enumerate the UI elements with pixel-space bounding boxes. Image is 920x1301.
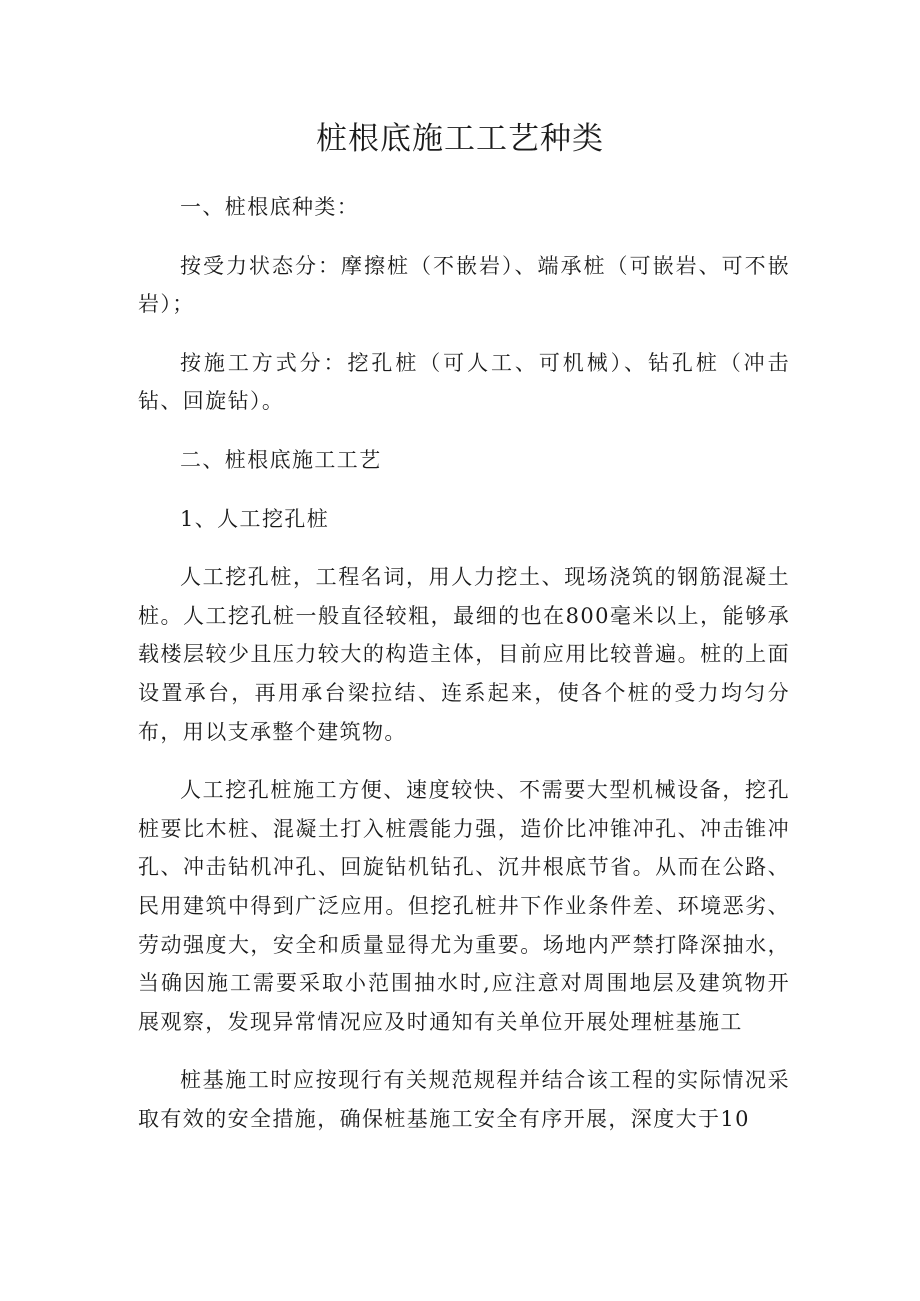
section-heading-pile-types: 一、桩根底种类： [180, 195, 360, 219]
paragraph-construction-method: 按施工方式分：挖孔桩（可人工、可机械）、钻孔桩（冲击钻、回旋钻）。 [138, 350, 790, 414]
paragraph-manual-bored-pile-definition: 人工挖孔桩，工程名词，用人力挖土、现场浇筑的钢筋混凝土桩。人工挖孔桩一般直径较粗，最细的也在800毫米以上，能够承载楼层较少且压力较大的构造主体，目前应用比较普遍。桩的上面设置承台，再用承台梁拉结、连系起来，使各个桩的受力均匀分布，用以支承整个建筑物。 [138, 565, 790, 744]
document-title: 桩根底施工工艺种类 [316, 121, 604, 157]
paragraph-safety-measures: 桩基施工时应按现行有关规范规程并结合该工程的实际情况采取有效的安全措施，确保桩基施工安全有序开展，深度大于10 [138, 1068, 790, 1131]
subsection-heading-manual-bored-pile: 1、人工挖孔桩 [180, 506, 330, 531]
paragraph-manual-bored-pile-advantages: 人工挖孔桩施工方便、速度较快、不需要大型机械设备，挖孔桩要比木桩、混凝土打入桩震能力强，造价比冲锥冲孔、冲击锥冲孔、冲击钻机冲孔、回旋钻机钻孔、沉井根底节省。从而在公路、民用建筑中得到广泛应用。但挖孔桩井下作业条件差、环境恶劣、劳动强度大，安全和质量显得尤为重要。场地内严禁打降深抽水，当确因施工需要采取小范围抽水时,应注意对周围地层及建筑物开展观察，发现异常情况应及时通知有关单位开展处理桩基施工 [138, 778, 790, 1034]
document-body [138, 188, 790, 1158]
paragraph-load-classification: 按受力状态分：摩擦桩（不嵌岩）、端承桩（可嵌岩、可不嵌岩）； [138, 253, 790, 317]
section-heading-construction-process: 二、桩根底施工工艺 [180, 447, 382, 472]
